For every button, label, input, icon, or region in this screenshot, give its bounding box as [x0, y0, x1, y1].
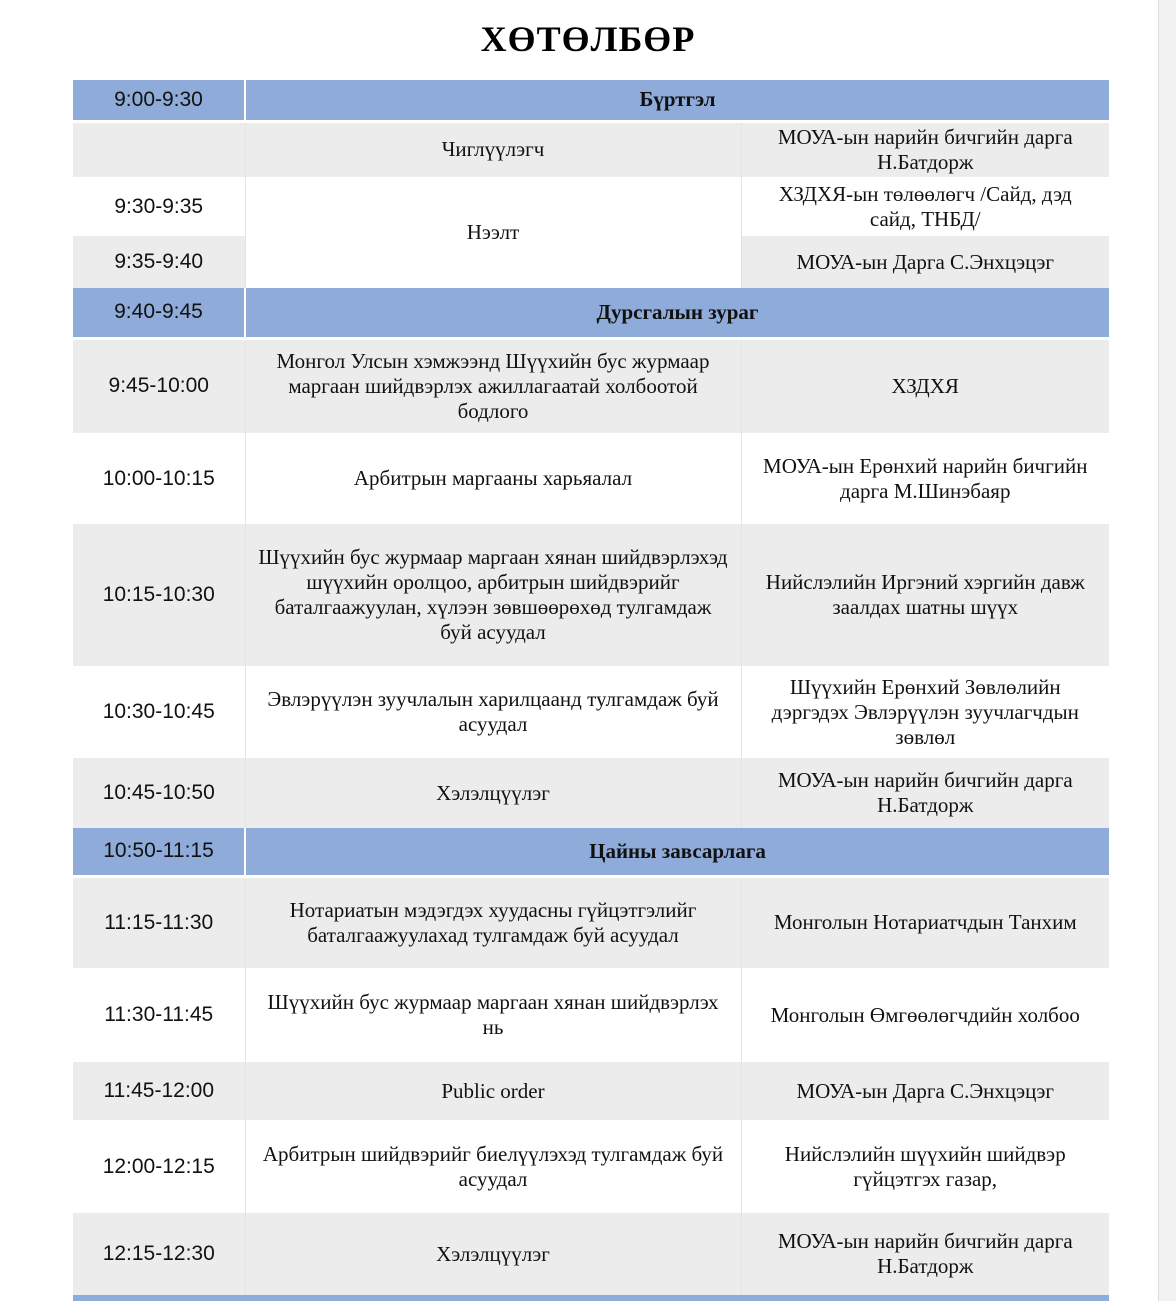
table-row: [73, 338, 1109, 433]
topic-cell: Чиглүүлэгч: [245, 121, 741, 177]
speaker-cell: МОУА-ын нарийн бичгийн дарга Н.Батдорж: [741, 121, 1109, 177]
time-cell: 9:30-9:35: [73, 177, 245, 236]
topic-cell: Шүүхийн бус журмаар маргаан хянан шийдвэрлэх нь: [245, 968, 741, 1062]
table-row: [73, 968, 1109, 1062]
topic-cell: Нотариатын мэдэгдэх хуудасны гүйцэтгэлийг баталгаажуулахад тулгамдаж буй асуудал: [245, 876, 741, 968]
topic-cell: Монгол Улсын хэмжээнд Шүүхийн бус журмаар маргаан шийдвэрлэх ажиллагаатай холбоотой бодлого: [245, 338, 741, 433]
topic-cell: Хэлэлцүүлэг: [245, 1213, 741, 1295]
topic-cell: Эвлэрүүлэн зуучлалын харилцаанд тулгамдаж буй асуудал: [245, 666, 741, 758]
page-edge: [1158, 0, 1176, 1301]
section-title: Цайны завсарлага: [245, 828, 1109, 876]
time-cell: [73, 121, 245, 177]
table-row: [73, 1120, 1109, 1213]
speaker-cell: МОУА-ын нарийн бичгийн дарга Н.Батдорж: [741, 758, 1109, 828]
topic-cell: Нээлт: [245, 177, 741, 288]
speaker-cell: МОУА-ын Дарга С.Энхцэцэг: [741, 236, 1109, 288]
table-row: [73, 1213, 1109, 1295]
table-row: [73, 121, 1109, 177]
time-cell: 11:30-11:45: [73, 968, 245, 1062]
section-title: Дурсгалын зураг: [245, 288, 1109, 338]
section-row-registration: [73, 80, 1109, 121]
time-cell: 12:15-12:30: [73, 1213, 245, 1295]
speaker-cell: Нийслэлийн Иргэний хэргийн давж заалдах шатны шүүх: [741, 524, 1109, 666]
topic-cell: Хэлэлцүүлэг: [245, 758, 741, 828]
topic-cell: Шүүхийн бус журмаар маргаан хянан шийдвэрлэхэд шүүхийн оролцоо, арбитрын шийдвэрийг баталгаажуулан, хүлээн зөвшөөрөхөд тулгамдаж буй асуудал: [245, 524, 741, 666]
time-cell: 11:45-12:00: [73, 1062, 245, 1120]
table-row: [73, 524, 1109, 666]
topic-cell: Арбитрын шийдвэрийг биелүүлэхэд тулгамдаж буй асуудал: [245, 1120, 741, 1213]
time-cell: 10:15-10:30: [73, 524, 245, 666]
time-cell: 10:45-10:50: [73, 758, 245, 828]
speaker-cell: ХЗДХЯ-ын төлөөлөгч /Сайд, дэд сайд, ТНБД/: [741, 177, 1109, 236]
speaker-cell: ХЗДХЯ: [741, 338, 1109, 433]
time-cell: 10:00-10:15: [73, 433, 245, 524]
speaker-cell: Нийслэлийн шүүхийн шийдвэр гүйцэтгэх газар,: [741, 1120, 1109, 1213]
speaker-cell: Монголын Нотариатчдын Танхим: [741, 876, 1109, 968]
speaker-cell: МОУА-ын Дарга С.Энхцэцэг: [741, 1062, 1109, 1120]
topic-cell: Арбитрын маргааны харьяалал: [245, 433, 741, 524]
topic-cell: Public order: [245, 1062, 741, 1120]
table-row: [73, 433, 1109, 524]
speaker-cell: Шүүхийн Ерөнхий Зөвлөлийн дэргэдэх Эвлэрүүлэн зуучлагчдын зөвлөл: [741, 666, 1109, 758]
table-row: [73, 1062, 1109, 1120]
time-cell: 9:00-9:30: [73, 80, 245, 121]
section-title: Бүртгэл: [245, 80, 1109, 121]
time-cell: 11:15-11:30: [73, 876, 245, 968]
table-row: [73, 758, 1109, 828]
time-cell: 9:35-9:40: [73, 236, 245, 288]
time-cell: 12:00-12:15: [73, 1120, 245, 1213]
next-section-bar: [73, 1295, 1109, 1301]
time-cell: 10:30-10:45: [73, 666, 245, 758]
speaker-cell: МОУА-ын Ерөнхий нарийн бичгийн дарга М.Шинэбаяр: [741, 433, 1109, 524]
program-table: [73, 80, 1109, 1295]
time-cell: 9:45-10:00: [73, 338, 245, 433]
section-row-tea-break: [73, 828, 1109, 876]
time-cell: 10:50-11:15: [73, 828, 245, 876]
speaker-cell: МОУА-ын нарийн бичгийн дарга Н.Батдорж: [741, 1213, 1109, 1295]
speaker-cell: Монголын Өмгөөлөгчдийн холбоо: [741, 968, 1109, 1062]
time-cell: 9:40-9:45: [73, 288, 245, 338]
table-row: [73, 666, 1109, 758]
table-row: [73, 177, 1109, 236]
table-row: [73, 876, 1109, 968]
section-row-photo: [73, 288, 1109, 338]
page-title: ХӨТӨЛБӨР: [480, 19, 696, 59]
